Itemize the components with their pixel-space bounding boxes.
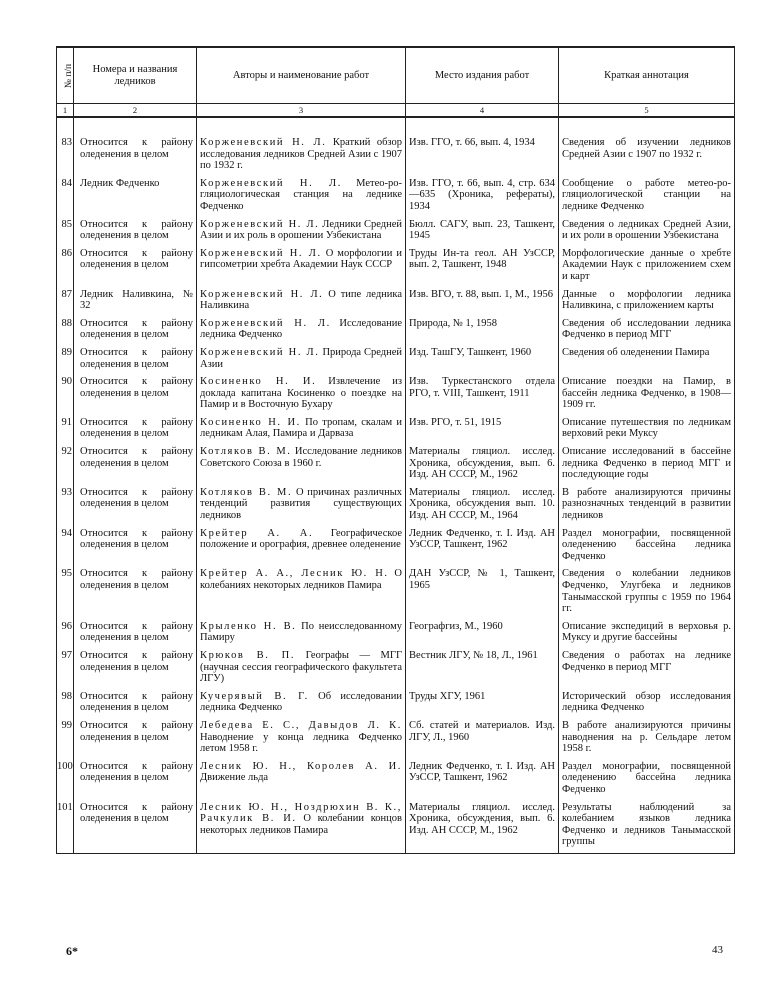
publication-place: Труды ХГУ, 1961	[406, 690, 559, 719]
annotation: Сведения о работах на леднике Федченко в период МГГ	[559, 649, 735, 690]
author-name: Крейтер А. А., Лесник Ю. Н.	[200, 568, 389, 580]
author-name: Косиненко Н. И.	[200, 376, 317, 388]
annotation: Морфологические данные о хребте Академии Наук с приложением схем и карт	[559, 247, 735, 288]
entry-number: 90	[57, 375, 74, 416]
work-cell	[197, 567, 406, 619]
work-cell	[197, 690, 406, 719]
glacier-name: Относится к району оледенения в целом	[74, 218, 197, 247]
publication-place: Материалы гляциол. исслед. Хроника, обсуждения вып. 10. Изд. АН СССР, М., 1964	[406, 486, 559, 527]
work-cell	[197, 527, 406, 568]
annotation: В работе анализируются причины наводнения на р. Сельдаре летом 1958 г.	[559, 719, 735, 760]
table-row	[57, 620, 735, 649]
work-cell	[197, 247, 406, 288]
table-row	[57, 801, 735, 854]
author-name: Крюков В. П.	[200, 649, 296, 661]
publication-place: Сб. статей и материалов. Изд. ЛГУ, Л., 1960	[406, 719, 559, 760]
table-row	[57, 346, 735, 375]
header-annotation: Краткая аннотация	[559, 47, 735, 104]
entry-number: 101	[57, 801, 74, 854]
work-cell	[197, 486, 406, 527]
publication-place: ДАН УзССР, № 1, Ташкент, 1965	[406, 567, 559, 619]
work-title: О причинах различных тенденций развития существующих ледников	[200, 486, 403, 522]
annotation: Исторический обзор исследования ледника Федченко	[559, 690, 735, 719]
annotation: Результаты наблюдений за колебанием языков ледника Федченко и ледников Танымасской группы	[559, 801, 735, 854]
work-cell	[197, 218, 406, 247]
work-title: О типе ледника Наливкина	[200, 288, 402, 312]
author-name: Корженевский Н. Л.	[200, 137, 327, 148]
work-cell	[197, 136, 406, 177]
author-name: Корженевский Н. Л.	[200, 346, 320, 358]
work-title: О колебаниях некоторых ледников Памира	[200, 568, 403, 591]
glacier-name: Относится к району оледенения в целом	[74, 445, 197, 486]
table-row	[57, 690, 735, 719]
glacier-name: Относится к району оледенения в целом	[74, 136, 197, 177]
work-cell	[197, 649, 406, 690]
annotation: Описание поездки на Памир, в бассейн ледника Федченко, в 1908—1909 гг.	[559, 375, 735, 416]
table-row	[57, 567, 735, 619]
table-row	[57, 288, 735, 317]
annotation: Раздел монографии, посвященной оледенению бассейна ледника Федченко	[559, 527, 735, 568]
table-row	[57, 375, 735, 416]
glacier-name: Относится к району оледенения в целом	[74, 567, 197, 619]
annotation: Описание экспедиций в верховья р. Муксу и другие бассейны	[559, 620, 735, 649]
entry-number: 98	[57, 690, 74, 719]
table-row	[57, 247, 735, 288]
work-cell	[197, 317, 406, 346]
column-number-5: 5	[559, 104, 735, 118]
publication-place: Изв. ГГО, т. 66, вып. 4, 1934	[406, 136, 559, 177]
table-row	[57, 527, 735, 568]
work-cell	[197, 177, 406, 218]
annotation: Описание путешествия по ледникам верховий реки Муксу	[559, 416, 735, 445]
table-row	[57, 416, 735, 445]
work-title: По тропам, скалам и ледникам Алая, Памира и Дарваза	[200, 416, 403, 440]
entry-number: 87	[57, 288, 74, 317]
author-name: Котляков В. М.	[200, 486, 293, 498]
annotation: Сведения о колебании ледников Федченко, Улугбека и ледников Танымасской группы с 1959 по 1964 гг.	[559, 567, 735, 619]
entry-number: 83	[57, 136, 74, 177]
header-number: № п/п	[57, 47, 74, 104]
annotation: В работе анализируются причины разнозначных тенденций в развитии ледников	[559, 486, 735, 527]
work-title: Наводнение у конца ледника Федченко летом 1958 г.	[200, 731, 402, 755]
author-name: Лесник Ю. Н., Королев А. И.	[200, 760, 402, 772]
glacier-name: Ледник Федченко	[74, 177, 197, 218]
work-title: Природа Средней Азии	[200, 346, 403, 370]
work-title: Исследование ледника Федченко	[200, 317, 403, 341]
table-row	[57, 317, 735, 346]
annotation: Данные о морфологии ледника Наливкина, с приложением карты	[559, 288, 735, 317]
table-row	[57, 719, 735, 760]
author-name: Корженевский Н. Л.	[200, 177, 342, 189]
entry-number: 86	[57, 247, 74, 288]
author-name: Корженевский Н. Л.	[200, 218, 320, 230]
publication-place: Географгиз, М., 1960	[406, 620, 559, 649]
column-number-4: 4	[406, 104, 559, 118]
work-cell	[197, 760, 406, 801]
publication-place: Изв. ГГО, т. 66, вып. 4, стр. 634—635 (Хроника, рефераты), 1934	[406, 177, 559, 218]
author-name: Корженевский Н. Л.	[200, 317, 331, 329]
column-number-2: 2	[74, 104, 197, 118]
entry-number: 91	[57, 416, 74, 445]
glacier-name: Относится к району оледенения в целом	[74, 760, 197, 801]
entry-number: 93	[57, 486, 74, 527]
entry-number: 84	[57, 177, 74, 218]
glacier-name: Относится к району оледенения в целом	[74, 719, 197, 760]
table-row	[57, 486, 735, 527]
annotation: Сведения о ледниках Средней Азии, и их роли в орошении Узбекистана	[559, 218, 735, 247]
author-name: Лесник Ю. Н., Ноздрюхин В. К., Рачкулик В. И.	[200, 801, 402, 825]
glacier-name: Относится к району оледенения в целом	[74, 801, 197, 854]
header-glaciers: Номера и названия ледников	[74, 47, 197, 104]
publication-place: Материалы гляциол. исслед. Хроника, обсуждения, вып. 6. Изд. АН СССР, М., 1962	[406, 445, 559, 486]
author-name: Котляков В. М.	[200, 446, 292, 458]
work-cell	[197, 620, 406, 649]
publication-place: Ледник Федченко, т. I. Изд. АН УзССР, Ташкент, 1962	[406, 760, 559, 801]
column-number-3: 3	[197, 104, 406, 118]
work-cell	[197, 346, 406, 375]
bibliography-page	[56, 46, 734, 854]
entry-number: 94	[57, 527, 74, 568]
table-row	[57, 445, 735, 486]
author-name: Корженевский Н. Л.	[200, 288, 324, 300]
author-name: Лебедева Е. С., Давыдов Л. К.	[200, 719, 402, 731]
work-title: Движение льда	[200, 772, 269, 784]
annotation: Раздел монографии, посвященной оледенению бассейна ледника Федченко	[559, 760, 735, 801]
glacier-name: Относится к району оледенения в целом	[74, 620, 197, 649]
glacier-name: Относится к району оледенения в целом	[74, 649, 197, 690]
author-name: Крейтер А. А.	[200, 527, 314, 539]
glacier-name: Относится к району оледенения в целом	[74, 247, 197, 288]
work-cell	[197, 801, 406, 854]
work-title: Исследование ледников Советского Союза в 1960 г.	[200, 446, 402, 469]
work-title: По неисследованному Памиру	[200, 620, 402, 644]
entry-number: 85	[57, 218, 74, 247]
annotation: Сведения об оледенении Памира	[559, 346, 735, 375]
publication-place: Труды Ин-та геол. АН УзССР, вып. 2, Ташкент, 1948	[406, 247, 559, 288]
entry-number: 97	[57, 649, 74, 690]
annotation: Сообщение о работе метео-ро-гляциологической станции на леднике Федченко	[559, 177, 735, 218]
entry-number: 99	[57, 719, 74, 760]
glacier-name: Относится к району оледенения в целом	[74, 416, 197, 445]
entry-number: 100	[57, 760, 74, 801]
publication-place: Материалы гляциол. исслед. Хроника, обсуждения, вып. 6. Изд. АН СССР, М., 1962	[406, 801, 559, 854]
work-title: Географическое положение и орография, древнее оледенение	[200, 527, 402, 551]
glacier-name: Относится к району оледенения в целом	[74, 317, 197, 346]
table-row	[57, 218, 735, 247]
work-title: Извлечение из доклада капитана Косиненко о поездке на Памир и в Восточную Бухару	[200, 376, 403, 411]
publication-place: Природа, № 1, 1958	[406, 317, 559, 346]
publication-place: Изв. РГО, т. 51, 1915	[406, 416, 559, 445]
publication-place: Бюлл. САГУ, вып. 23, Ташкент, 1945	[406, 218, 559, 247]
entry-number: 96	[57, 620, 74, 649]
table-row	[57, 760, 735, 801]
publication-place: Изв. Туркестанского отдела РГО, т. VIII, Ташкент, 1911	[406, 375, 559, 416]
publication-place: Вестник ЛГУ, № 18, Л., 1961	[406, 649, 559, 690]
entry-number: 88	[57, 317, 74, 346]
work-cell	[197, 288, 406, 317]
work-cell	[197, 416, 406, 445]
glacier-name: Ледник Наливкина, № 32	[74, 288, 197, 317]
publication-place: Ледник Федченко, т. I. Изд. АН УзССР, Ташкент, 1962	[406, 527, 559, 568]
entry-number: 92	[57, 445, 74, 486]
publication-place: Изд. ТашГУ, Ташкент, 1960	[406, 346, 559, 375]
work-cell	[197, 375, 406, 416]
work-title: Географы — МГГ (научная сессия географического факультета ЛГУ)	[200, 649, 403, 685]
bibliography-table	[56, 46, 735, 854]
author-name: Косиненко Н. И.	[200, 416, 301, 428]
work-title: Краткий обзор исследования ледников Средней Азии с 1907 по 1932 г.	[200, 137, 402, 172]
work-title: Ледники Средней Азии и их роль в орошении Узбекистана	[200, 218, 403, 242]
table-row	[57, 649, 735, 690]
work-cell	[197, 719, 406, 760]
publication-place: Изв. ВГО, т. 88, вып. 1, М., 1956	[406, 288, 559, 317]
glacier-name: Относится к району оледенения в целом	[74, 346, 197, 375]
table-row	[57, 177, 735, 218]
author-name: Кучерявый В. Г.	[200, 690, 309, 702]
signature-mark: 6*	[66, 944, 78, 958]
header-authors: Авторы и наименование работ	[197, 47, 406, 104]
page-number: 43	[712, 944, 723, 956]
work-title: Метео-ро-гляциологическая станция на леднике Федченко	[200, 177, 403, 212]
work-cell	[197, 445, 406, 486]
author-name: Крыленко Н. В.	[200, 620, 297, 632]
header-place: Место издания работ	[406, 47, 559, 104]
glacier-name: Относится к району оледенения в целом	[74, 375, 197, 416]
entry-number: 89	[57, 346, 74, 375]
glacier-name: Относится к району оледенения в целом	[74, 690, 197, 719]
annotation: Описание исследований в бассейне ледника Федченко в период МГГ и последующие годы	[559, 445, 735, 486]
glacier-name: Относится к району оледенения в целом	[74, 486, 197, 527]
author-name: Корженевский Н. Л.	[200, 247, 322, 259]
annotation: Сведения об исследовании ледника Федченко в период МГГ	[559, 317, 735, 346]
column-number-1: 1	[57, 104, 74, 118]
work-title: О колебании концов некоторых ледников Памира	[200, 813, 402, 836]
work-title: О морфологии и гипсометрии хребта Академии Наук СССР	[200, 247, 403, 271]
entry-number: 95	[57, 567, 74, 619]
glacier-name: Относится к району оледенения в целом	[74, 527, 197, 568]
work-title: Об исследовании ледника Федченко	[200, 690, 402, 714]
annotation: Сведения об изучении ледников Средней Азии с 1907 по 1932 г.	[559, 136, 735, 177]
table-row	[57, 136, 735, 177]
